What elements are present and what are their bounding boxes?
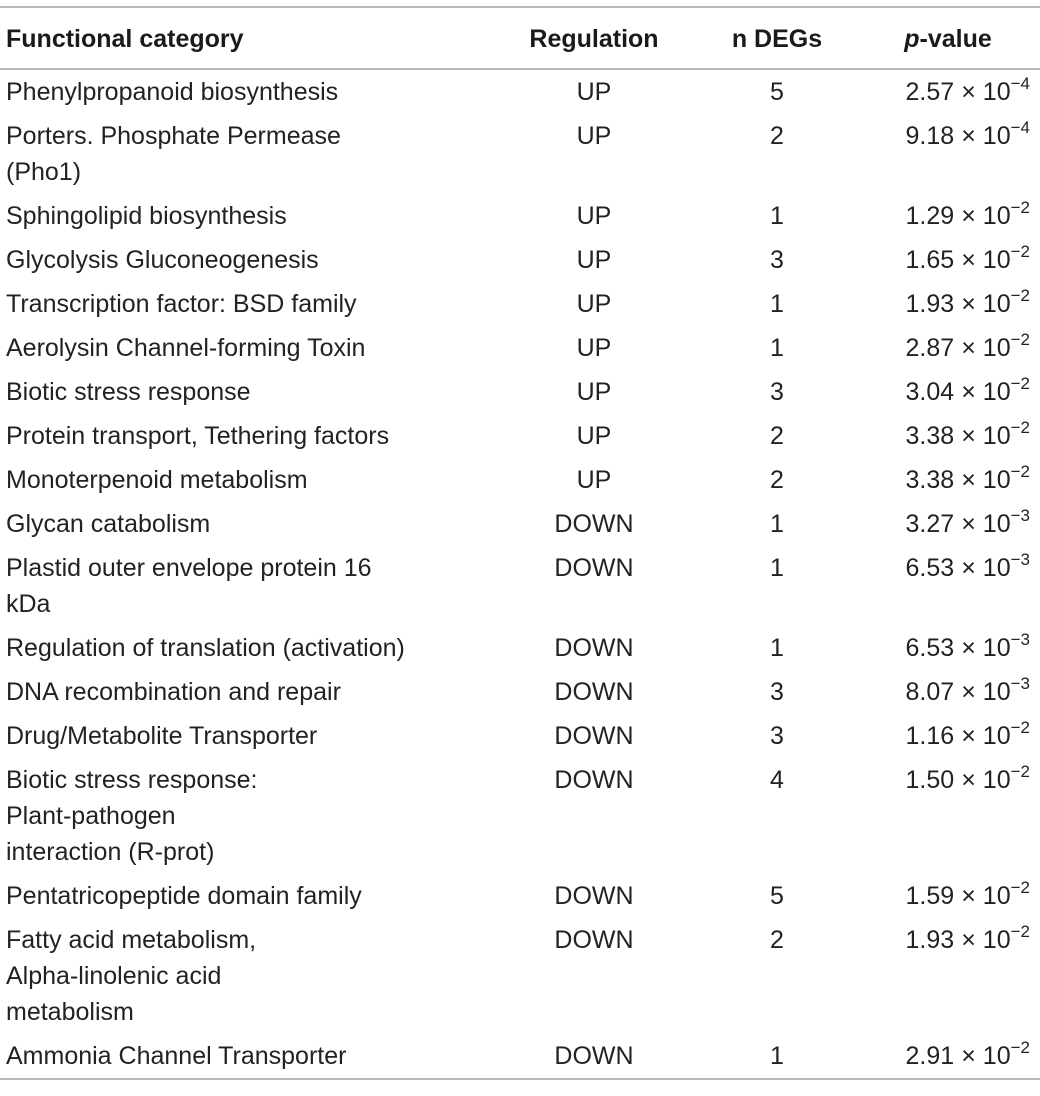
cell-n-degs: 1: [770, 554, 784, 582]
times-sign: ×: [961, 926, 976, 954]
cell-p-value: [856, 282, 1040, 326]
p-mantissa: 1.16: [905, 722, 955, 750]
table-row: [0, 370, 1040, 414]
p-exponent: −2: [1010, 242, 1030, 261]
cell-p-value: [856, 370, 1040, 414]
header-row: [0, 7, 1040, 69]
cell-n-degs: 1: [770, 1042, 784, 1070]
times-sign: ×: [961, 246, 976, 274]
p-base: 10: [982, 510, 1011, 538]
cell-p-value: [856, 414, 1040, 458]
category-line: Pentatricopeptide domain family: [6, 882, 362, 910]
category-line: Alpha-linolenic acid: [6, 962, 222, 990]
cell-functional-category: [0, 414, 490, 458]
p-base: 10: [982, 122, 1011, 150]
cell-p-value: [856, 546, 1040, 626]
cell-p-value: [856, 714, 1040, 758]
cell-regulation: UP: [576, 466, 612, 494]
p-mantissa: 3.38: [905, 422, 955, 450]
table-row: [0, 194, 1040, 238]
cell-functional-category: [0, 758, 490, 874]
cell-regulation: DOWN: [554, 678, 634, 706]
cell-regulation: UP: [576, 378, 612, 406]
times-sign: ×: [961, 634, 976, 662]
category-line: Biotic stress response:: [6, 766, 258, 794]
p-base: 10: [982, 1042, 1011, 1070]
cell-n-degs: 2: [770, 926, 784, 954]
table-row: [0, 670, 1040, 714]
cell-functional-category: [0, 326, 490, 370]
p-exponent: −2: [1010, 718, 1030, 737]
cell-p-value: [856, 502, 1040, 546]
category-line: metabolism: [6, 998, 134, 1026]
table-row: [0, 458, 1040, 502]
category-line: Sphingolipid biosynthesis: [6, 202, 287, 230]
table-row: [0, 546, 1040, 626]
cell-p-value: [856, 326, 1040, 370]
table-row: [0, 758, 1040, 874]
p-base: 10: [982, 334, 1011, 362]
table-body: [0, 69, 1040, 1079]
header-p-italic: p: [904, 25, 920, 53]
cell-regulation: DOWN: [554, 882, 634, 910]
category-line: (Pho1): [6, 158, 82, 186]
category-line: kDa: [6, 590, 51, 618]
times-sign: ×: [961, 466, 976, 494]
p-exponent: −2: [1010, 1038, 1030, 1057]
cell-p-value: [856, 114, 1040, 194]
table-row: [0, 874, 1040, 918]
p-base: 10: [982, 246, 1011, 274]
times-sign: ×: [961, 510, 976, 538]
category-line: Biotic stress response: [6, 378, 251, 406]
cell-functional-category: [0, 238, 490, 282]
cell-p-value: [856, 238, 1040, 282]
table-row: [0, 114, 1040, 194]
category-line: Fatty acid metabolism,: [6, 926, 257, 954]
times-sign: ×: [961, 202, 976, 230]
p-base: 10: [982, 882, 1011, 910]
cell-p-value: [856, 670, 1040, 714]
table-row: [0, 69, 1040, 114]
header-p-value: [856, 7, 1040, 69]
cell-functional-category: [0, 69, 490, 114]
p-base: 10: [982, 78, 1011, 106]
times-sign: ×: [961, 882, 976, 910]
cell-regulation: DOWN: [554, 1042, 634, 1070]
cell-n-degs: 1: [770, 334, 784, 362]
cell-functional-category: [0, 626, 490, 670]
p-exponent: −2: [1010, 330, 1030, 349]
cell-p-value: [856, 874, 1040, 918]
category-line: Plant-pathogen: [6, 802, 176, 830]
times-sign: ×: [961, 122, 976, 150]
cell-regulation: DOWN: [554, 722, 634, 750]
p-mantissa: 6.53: [905, 634, 955, 662]
table-row: [0, 626, 1040, 670]
p-mantissa: 9.18: [905, 122, 955, 150]
cell-regulation: UP: [576, 122, 612, 150]
cell-regulation: UP: [576, 290, 612, 318]
cell-p-value: [856, 918, 1040, 1034]
p-mantissa: 1.59: [905, 882, 955, 910]
p-base: 10: [982, 202, 1011, 230]
p-mantissa: 1.93: [905, 926, 955, 954]
cell-n-degs: 1: [770, 510, 784, 538]
header-n-degs: n DEGs: [731, 25, 823, 53]
times-sign: ×: [961, 722, 976, 750]
cell-n-degs: 2: [770, 466, 784, 494]
p-exponent: −2: [1010, 462, 1030, 481]
table-row: [0, 414, 1040, 458]
cell-regulation: DOWN: [554, 766, 634, 794]
table-row: [0, 918, 1040, 1034]
times-sign: ×: [961, 78, 976, 106]
p-mantissa: 3.38: [905, 466, 955, 494]
cell-regulation: UP: [576, 78, 612, 106]
p-exponent: −2: [1010, 374, 1030, 393]
category-line: DNA recombination and repair: [6, 678, 341, 706]
category-line: Protein transport, Tethering factors: [6, 422, 390, 450]
table-row: [0, 282, 1040, 326]
cell-functional-category: [0, 714, 490, 758]
times-sign: ×: [961, 554, 976, 582]
times-sign: ×: [961, 290, 976, 318]
times-sign: ×: [961, 334, 976, 362]
p-base: 10: [982, 634, 1011, 662]
category-line: Monoterpenoid metabolism: [6, 466, 308, 494]
category-line: Transcription factor: BSD family: [6, 290, 357, 318]
cell-regulation: DOWN: [554, 634, 634, 662]
category-line: Phenylpropanoid biosynthesis: [6, 78, 339, 106]
header-functional-category: Functional category: [6, 25, 244, 53]
category-line: Plastid outer envelope protein 16: [6, 554, 372, 582]
cell-functional-category: [0, 194, 490, 238]
p-exponent: −4: [1010, 118, 1030, 137]
p-mantissa: 6.53: [905, 554, 955, 582]
table-row: [0, 326, 1040, 370]
cell-p-value: [856, 69, 1040, 114]
cell-functional-category: [0, 282, 490, 326]
p-base: 10: [982, 290, 1011, 318]
p-exponent: −2: [1010, 762, 1030, 781]
cell-n-degs: 4: [770, 766, 784, 794]
p-mantissa: 1.50: [905, 766, 955, 794]
cell-functional-category: [0, 1034, 490, 1079]
p-exponent: −3: [1010, 506, 1030, 525]
cell-n-degs: 2: [770, 122, 784, 150]
times-sign: ×: [961, 678, 976, 706]
cell-functional-category: [0, 546, 490, 626]
cell-regulation: UP: [576, 422, 612, 450]
times-sign: ×: [961, 422, 976, 450]
category-line: Glycan catabolism: [6, 510, 211, 538]
p-base: 10: [982, 422, 1011, 450]
category-line: Aerolysin Channel-forming Toxin: [6, 334, 366, 362]
p-exponent: −2: [1010, 922, 1030, 941]
cell-n-degs: 2: [770, 422, 784, 450]
cell-n-degs: 3: [770, 246, 784, 274]
cell-functional-category: [0, 874, 490, 918]
cell-n-degs: 3: [770, 378, 784, 406]
cell-n-degs: 3: [770, 678, 784, 706]
cell-functional-category: [0, 114, 490, 194]
p-exponent: −2: [1010, 286, 1030, 305]
times-sign: ×: [961, 766, 976, 794]
cell-functional-category: [0, 670, 490, 714]
cell-functional-category: [0, 458, 490, 502]
cell-n-degs: 5: [770, 78, 784, 106]
table-row: [0, 1034, 1040, 1079]
p-mantissa: 1.93: [905, 290, 955, 318]
cell-p-value: [856, 458, 1040, 502]
p-mantissa: 2.91: [905, 1042, 955, 1070]
category-line: Ammonia Channel Transporter: [6, 1042, 347, 1070]
p-mantissa: 8.07: [905, 678, 955, 706]
cell-n-degs: 3: [770, 722, 784, 750]
cell-n-degs: 1: [770, 290, 784, 318]
cell-n-degs: 5: [770, 882, 784, 910]
cell-regulation: DOWN: [554, 554, 634, 582]
p-exponent: −2: [1010, 878, 1030, 897]
p-mantissa: 1.65: [905, 246, 955, 274]
p-exponent: −4: [1010, 74, 1030, 93]
category-line: Regulation of translation (activation): [6, 634, 405, 662]
times-sign: ×: [961, 1042, 976, 1070]
cell-regulation: DOWN: [554, 926, 634, 954]
p-mantissa: 2.87: [905, 334, 955, 362]
p-base: 10: [982, 926, 1011, 954]
table-row: [0, 238, 1040, 282]
times-sign: ×: [961, 378, 976, 406]
p-exponent: −2: [1010, 418, 1030, 437]
cell-p-value: [856, 194, 1040, 238]
cell-regulation: UP: [576, 334, 612, 362]
header-regulation: Regulation: [529, 25, 659, 53]
cell-regulation: DOWN: [554, 510, 634, 538]
p-base: 10: [982, 678, 1011, 706]
cell-regulation: UP: [576, 246, 612, 274]
p-base: 10: [982, 722, 1011, 750]
cell-regulation: UP: [576, 202, 612, 230]
cell-n-degs: 1: [770, 202, 784, 230]
p-base: 10: [982, 554, 1011, 582]
category-line: interaction (R-prot): [6, 838, 215, 866]
p-exponent: −2: [1010, 198, 1030, 217]
table-row: [0, 714, 1040, 758]
cell-p-value: [856, 626, 1040, 670]
category-line: Glycolysis Gluconeogenesis: [6, 246, 319, 274]
p-mantissa: 1.29: [905, 202, 955, 230]
category-line: Porters. Phosphate Permease: [6, 122, 341, 150]
p-exponent: −3: [1010, 674, 1030, 693]
cell-p-value: [856, 758, 1040, 874]
p-base: 10: [982, 378, 1011, 406]
p-exponent: −3: [1010, 550, 1030, 569]
p-mantissa: 2.57: [905, 78, 955, 106]
p-mantissa: 3.04: [905, 378, 955, 406]
cell-n-degs: 1: [770, 634, 784, 662]
cell-functional-category: [0, 370, 490, 414]
category-line: Drug/Metabolite Transporter: [6, 722, 318, 750]
table-header: [0, 7, 1040, 69]
header-p-rest: -value: [919, 25, 992, 53]
p-mantissa: 3.27: [905, 510, 955, 538]
cell-functional-category: [0, 502, 490, 546]
deg-enrichment-table: [0, 6, 1040, 1080]
cell-functional-category: [0, 918, 490, 1034]
cell-p-value: [856, 1034, 1040, 1079]
p-exponent: −3: [1010, 630, 1030, 649]
table-row: [0, 502, 1040, 546]
p-base: 10: [982, 466, 1011, 494]
p-base: 10: [982, 766, 1011, 794]
